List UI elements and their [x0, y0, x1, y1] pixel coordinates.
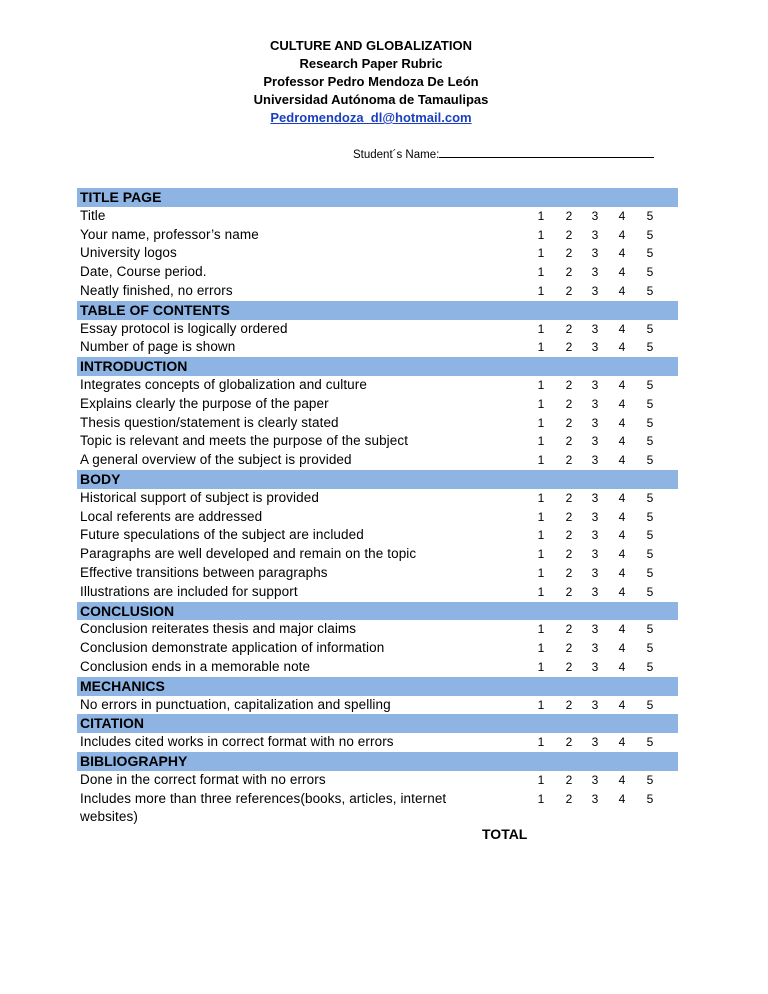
- score-options: [534, 263, 664, 282]
- criterion-row: [77, 489, 678, 508]
- criterion-text: Essay protocol is logically ordered: [80, 320, 288, 336]
- score-option[interactable]: 3: [591, 490, 599, 505]
- score-option[interactable]: 1: [537, 340, 545, 355]
- score-option[interactable]: 1: [537, 434, 545, 449]
- criterion-row: [77, 320, 678, 339]
- score-option[interactable]: 4: [618, 772, 626, 787]
- score-option[interactable]: 2: [565, 528, 573, 543]
- criterion-text: Effective transitions between paragraphs: [80, 564, 328, 580]
- score-option[interactable]: 5: [646, 565, 654, 580]
- score-option[interactable]: 3: [591, 547, 599, 562]
- criterion-text: Neatly finished, no errors: [80, 282, 233, 298]
- score-options: [534, 790, 664, 809]
- score-options: [534, 395, 664, 414]
- score-option[interactable]: 3: [591, 340, 599, 355]
- score-option[interactable]: 2: [565, 547, 573, 562]
- score-option[interactable]: 5: [646, 772, 654, 787]
- score-options: [534, 583, 664, 602]
- criterion-text: Conclusion reiterates thesis and major claims: [80, 621, 357, 637]
- score-options: [534, 320, 664, 339]
- criterion-text: Includes more than three references(books, articles, internet websites): [80, 790, 447, 825]
- score-options: [534, 489, 664, 508]
- criterion-row: [77, 658, 678, 677]
- criterion-row: [77, 395, 678, 414]
- section-header: BIBLIOGRAPHY: [77, 752, 678, 771]
- criterion-row: [77, 432, 678, 451]
- score-option[interactable]: 2: [565, 321, 573, 336]
- score-option[interactable]: 3: [591, 246, 599, 261]
- score-option[interactable]: 1: [537, 227, 545, 242]
- score-option[interactable]: 2: [565, 735, 573, 750]
- criterion-text: Future speculations of the subject are included: [80, 527, 364, 543]
- section-header: BODY: [77, 470, 678, 489]
- criterion-text: Title: [80, 207, 106, 223]
- score-option[interactable]: 1: [537, 415, 545, 430]
- criterion-row: [77, 639, 678, 658]
- score-option[interactable]: 1: [537, 509, 545, 524]
- score-options: [534, 639, 664, 658]
- score-option[interactable]: 3: [591, 565, 599, 580]
- score-option[interactable]: 2: [565, 453, 573, 468]
- criterion-text: Historical support of subject is provided: [80, 489, 319, 505]
- criterion-row: [77, 771, 678, 790]
- score-option[interactable]: 1: [537, 396, 545, 411]
- score-option[interactable]: 1: [537, 321, 545, 336]
- score-option[interactable]: 2: [565, 265, 573, 280]
- criterion-text: Local referents are addressed: [80, 508, 263, 524]
- score-option[interactable]: 4: [618, 565, 626, 580]
- score-option[interactable]: 5: [646, 321, 654, 336]
- score-option[interactable]: 5: [646, 791, 654, 806]
- score-options: [534, 696, 664, 715]
- criterion-text: Explains clearly the purpose of the paper: [80, 395, 329, 411]
- score-option[interactable]: 2: [565, 490, 573, 505]
- score-option[interactable]: 2: [565, 659, 573, 674]
- score-option[interactable]: 4: [618, 283, 626, 298]
- score-options: [534, 564, 664, 583]
- score-option[interactable]: 5: [646, 547, 654, 562]
- score-options: [534, 658, 664, 677]
- section-header: INTRODUCTION: [77, 357, 678, 376]
- score-options: [534, 414, 664, 433]
- score-option[interactable]: 1: [537, 791, 545, 806]
- score-option[interactable]: 4: [618, 340, 626, 355]
- score-option[interactable]: 3: [591, 528, 599, 543]
- criterion-row: [77, 207, 678, 226]
- score-option[interactable]: 4: [618, 547, 626, 562]
- score-option[interactable]: 3: [591, 772, 599, 787]
- score-option[interactable]: 5: [646, 697, 654, 712]
- score-option[interactable]: 3: [591, 697, 599, 712]
- score-option[interactable]: 5: [646, 453, 654, 468]
- score-option[interactable]: 4: [618, 415, 626, 430]
- criterion-row: [77, 451, 678, 470]
- criterion-text: Date, Course period.: [80, 264, 207, 280]
- criterion-row: [77, 376, 678, 395]
- score-option[interactable]: 4: [618, 791, 626, 806]
- criterion-row: [77, 526, 678, 545]
- criterion-text: Done in the correct format with no errors: [80, 771, 326, 787]
- criterion-text: Integrates concepts of globalization and culture: [80, 376, 367, 392]
- score-options: [534, 733, 664, 752]
- score-option[interactable]: 5: [646, 246, 654, 261]
- student-name-label: Student´s Name:: [353, 149, 440, 161]
- score-options: [534, 620, 664, 639]
- score-option[interactable]: 4: [618, 509, 626, 524]
- score-option[interactable]: 5: [646, 434, 654, 449]
- score-option[interactable]: 5: [646, 377, 654, 392]
- score-option[interactable]: 4: [618, 622, 626, 637]
- criterion-text: No errors in punctuation, capitalization and spelling: [80, 696, 391, 712]
- document-title: Research Paper Rubric: [299, 56, 443, 71]
- score-option[interactable]: 5: [646, 283, 654, 298]
- score-option[interactable]: 2: [565, 791, 573, 806]
- criterion-row: [77, 733, 678, 752]
- score-option[interactable]: 5: [646, 622, 654, 637]
- score-option[interactable]: 2: [565, 227, 573, 242]
- score-option[interactable]: 1: [537, 622, 545, 637]
- score-option[interactable]: 2: [565, 509, 573, 524]
- score-option[interactable]: 3: [591, 265, 599, 280]
- course-title: CULTURE AND GLOBALIZATION: [270, 38, 472, 53]
- score-option[interactable]: 2: [565, 396, 573, 411]
- criterion-row: [77, 620, 678, 639]
- score-option[interactable]: 4: [618, 265, 626, 280]
- score-options: [534, 526, 664, 545]
- score-option[interactable]: 4: [618, 528, 626, 543]
- score-option[interactable]: 3: [591, 283, 599, 298]
- criterion-row: [77, 790, 678, 828]
- score-option[interactable]: 1: [537, 528, 545, 543]
- score-option[interactable]: 4: [618, 208, 626, 223]
- score-option[interactable]: 1: [537, 283, 545, 298]
- criterion-row: [77, 226, 678, 245]
- score-options: [534, 376, 664, 395]
- criterion-row: [77, 583, 678, 602]
- section-header: TABLE OF CONTENTS: [77, 301, 678, 320]
- score-option[interactable]: 2: [565, 246, 573, 261]
- score-option[interactable]: 3: [591, 396, 599, 411]
- score-option[interactable]: 3: [591, 735, 599, 750]
- score-option[interactable]: 3: [591, 641, 599, 656]
- score-option[interactable]: 3: [591, 659, 599, 674]
- criterion-text: Topic is relevant and meets the purpose of the subject: [80, 433, 409, 449]
- score-option[interactable]: 1: [537, 641, 545, 656]
- student-name-line: [439, 147, 654, 158]
- score-option[interactable]: 4: [618, 453, 626, 468]
- score-option[interactable]: 2: [565, 641, 573, 656]
- score-option[interactable]: 4: [618, 396, 626, 411]
- criterion-row: [77, 545, 678, 564]
- score-option[interactable]: 4: [618, 227, 626, 242]
- score-option[interactable]: 1: [537, 659, 545, 674]
- score-option[interactable]: 5: [646, 509, 654, 524]
- criterion-text: Number of page is shown: [80, 339, 236, 355]
- criterion-row: [77, 263, 678, 282]
- university-name: Universidad Autónoma de Tamaulipas: [253, 92, 489, 107]
- score-option[interactable]: 4: [618, 584, 626, 599]
- score-option[interactable]: 2: [565, 415, 573, 430]
- score-option[interactable]: 1: [537, 453, 545, 468]
- score-option[interactable]: 1: [537, 265, 545, 280]
- score-option[interactable]: 4: [618, 659, 626, 674]
- criterion-row: [77, 244, 678, 263]
- score-option[interactable]: 1: [537, 377, 545, 392]
- score-option[interactable]: 2: [565, 697, 573, 712]
- total-label: TOTAL: [482, 826, 528, 842]
- score-option[interactable]: 2: [565, 584, 573, 599]
- score-option[interactable]: 4: [618, 697, 626, 712]
- score-option[interactable]: 5: [646, 415, 654, 430]
- criterion-row: [77, 338, 678, 357]
- criterion-text: Thesis question/statement is clearly stated: [80, 414, 339, 430]
- score-option[interactable]: 4: [618, 246, 626, 261]
- document-header: [0, 37, 742, 127]
- score-option[interactable]: 3: [591, 208, 599, 223]
- score-options: [534, 508, 664, 527]
- criterion-text: Paragraphs are well developed and remain on the topic: [80, 546, 417, 562]
- score-option[interactable]: 2: [565, 377, 573, 392]
- score-option[interactable]: 3: [591, 415, 599, 430]
- score-option[interactable]: 1: [537, 246, 545, 261]
- score-option[interactable]: 5: [646, 227, 654, 242]
- score-option[interactable]: 1: [537, 208, 545, 223]
- score-option[interactable]: 1: [537, 490, 545, 505]
- section-header: TITLE PAGE: [77, 188, 678, 207]
- score-option[interactable]: 4: [618, 321, 626, 336]
- score-option[interactable]: 2: [565, 283, 573, 298]
- score-option[interactable]: 2: [565, 340, 573, 355]
- score-option[interactable]: 2: [565, 208, 573, 223]
- score-option[interactable]: 3: [591, 434, 599, 449]
- score-option[interactable]: 1: [537, 565, 545, 580]
- professor-name: Professor Pedro Mendoza De León: [263, 74, 479, 89]
- score-option[interactable]: 2: [565, 565, 573, 580]
- score-option[interactable]: 5: [646, 735, 654, 750]
- score-option[interactable]: 3: [591, 791, 599, 806]
- score-option[interactable]: 5: [646, 584, 654, 599]
- score-option[interactable]: 5: [646, 340, 654, 355]
- score-option[interactable]: 3: [591, 321, 599, 336]
- score-options: [534, 226, 664, 245]
- score-options: [534, 338, 664, 357]
- score-option[interactable]: 5: [646, 396, 654, 411]
- criterion-row: [77, 282, 678, 301]
- score-option[interactable]: 1: [537, 547, 545, 562]
- section-header: CITATION: [77, 714, 678, 733]
- criterion-row: [77, 564, 678, 583]
- score-option[interactable]: 5: [646, 641, 654, 656]
- criterion-text: Your name, professor’s name: [80, 226, 259, 242]
- email-link[interactable]: Pedromendoza_dl@hotmail.com: [270, 110, 472, 125]
- score-option[interactable]: 1: [537, 772, 545, 787]
- criterion-text: A general overview of the subject is provided: [80, 452, 352, 468]
- score-options: [534, 282, 664, 301]
- score-option[interactable]: 3: [591, 377, 599, 392]
- score-option[interactable]: 3: [591, 509, 599, 524]
- score-options: [534, 545, 664, 564]
- score-option[interactable]: 4: [618, 735, 626, 750]
- score-options: [534, 432, 664, 451]
- score-option[interactable]: 4: [618, 641, 626, 656]
- score-options: [534, 244, 664, 263]
- score-option[interactable]: 5: [646, 528, 654, 543]
- student-name-field[interactable]: [353, 147, 654, 161]
- score-option[interactable]: 5: [646, 208, 654, 223]
- score-options: [534, 451, 664, 470]
- score-options: [534, 771, 664, 790]
- criterion-row: [77, 696, 678, 715]
- criterion-text: University logos: [80, 245, 177, 261]
- score-option[interactable]: 4: [618, 490, 626, 505]
- score-options: [534, 207, 664, 226]
- score-option[interactable]: 2: [565, 622, 573, 637]
- score-option[interactable]: 5: [646, 659, 654, 674]
- score-option[interactable]: 3: [591, 453, 599, 468]
- section-header: CONCLUSION: [77, 602, 678, 621]
- section-header: MECHANICS: [77, 677, 678, 696]
- criterion-text: Includes cited works in correct format with no errors: [80, 734, 394, 750]
- criterion-text: Illustrations are included for support: [80, 583, 298, 599]
- score-option[interactable]: 2: [565, 434, 573, 449]
- criterion-row: [77, 508, 678, 527]
- rubric-table: [77, 188, 678, 827]
- score-option[interactable]: 1: [537, 584, 545, 599]
- criterion-text: Conclusion ends in a memorable note: [80, 658, 311, 674]
- score-option[interactable]: 3: [591, 227, 599, 242]
- criterion-text: Conclusion demonstrate application of information: [80, 640, 385, 656]
- score-option[interactable]: 1: [537, 697, 545, 712]
- score-option[interactable]: 2: [565, 772, 573, 787]
- score-option[interactable]: 5: [646, 265, 654, 280]
- score-option[interactable]: 4: [618, 434, 626, 449]
- score-option[interactable]: 4: [618, 377, 626, 392]
- score-option[interactable]: 3: [591, 584, 599, 599]
- score-option[interactable]: 3: [591, 622, 599, 637]
- score-option[interactable]: 1: [537, 735, 545, 750]
- score-option[interactable]: 5: [646, 490, 654, 505]
- criterion-row: [77, 414, 678, 433]
